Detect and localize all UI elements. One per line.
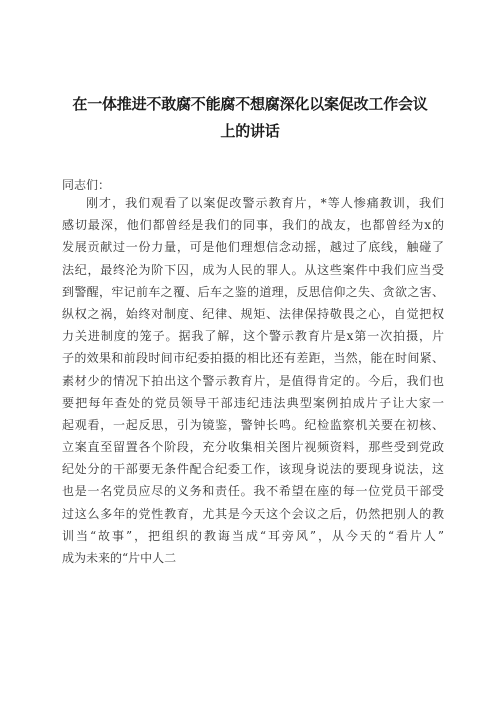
body-line: 过这么多年的党性教育，尤其是今天这个会议之后，仍然把别人的教 <box>62 506 444 521</box>
body-line: 到警醒，牢记前车之覆、后车之鉴的道理，反思信仰之失、贪欲之害、 <box>62 284 444 299</box>
body-line: 发展贡献过一份力量，可是他们理想信念动摇，越过了底线，触碰了 <box>62 240 444 255</box>
body-line: 要把每年查处的党员领导干部违纪违法典型案例拍成片子让大家一 <box>62 395 444 410</box>
body-line: 感切最深，他们都曾经是我们的同事，我们的战友，也都曾经为x的 <box>62 218 444 233</box>
body-line: 起观看，一起反思，引为镜鉴，警钟长鸣。纪检监察机关要在初核、 <box>62 417 444 432</box>
body-line: 成为未来的“片中人二 <box>62 551 177 565</box>
body-line: 纵权之祸，始终对制度、纪律、规矩、法律保持敬畏之心，自觉把权 <box>62 306 444 321</box>
body-line: 立案直至留置各个阶段，充分收集相关图片视频资料，那些受到党政 <box>62 440 444 455</box>
body-line: 素材少的情况下拍出这个警示教育片，是值得肯定的。今后，我们也 <box>62 373 444 388</box>
body-line: 子的效果和前段时间市纪委拍摄的相比还有差距，当然，能在时间紧、 <box>62 351 444 366</box>
speech-body <box>62 192 444 569</box>
body-line: 力关进制度的笼子。据我了解，这个警示教育片是x第一次拍摄，片 <box>62 329 444 344</box>
body-line: 刚才，我们观看了以案促改警示教育片，*等人惨痛教训，我们 <box>86 196 444 210</box>
salutation: 同志们： <box>62 178 111 192</box>
document-title-line-2: 上的讲话 <box>220 122 280 140</box>
body-line: 也是一名党员应尽的义务和责任。我不希望在座的每一位党员干部受 <box>62 484 444 499</box>
body-line: 法纪，最终沦为阶下囚，成为人民的罪人。从这些案件中我们应当受 <box>62 262 444 277</box>
body-line: 纪处分的干部要无条件配合纪委工作，该现身说法的要现身说法，这 <box>62 462 444 477</box>
document-title-line-1: 在一体推进不敢腐不能腐不想腐深化以案促改工作会议 <box>72 95 428 113</box>
body-line: 训当“故事”，把组织的教诲当成“耳旁风”，从今天的“看片人” <box>62 528 444 543</box>
